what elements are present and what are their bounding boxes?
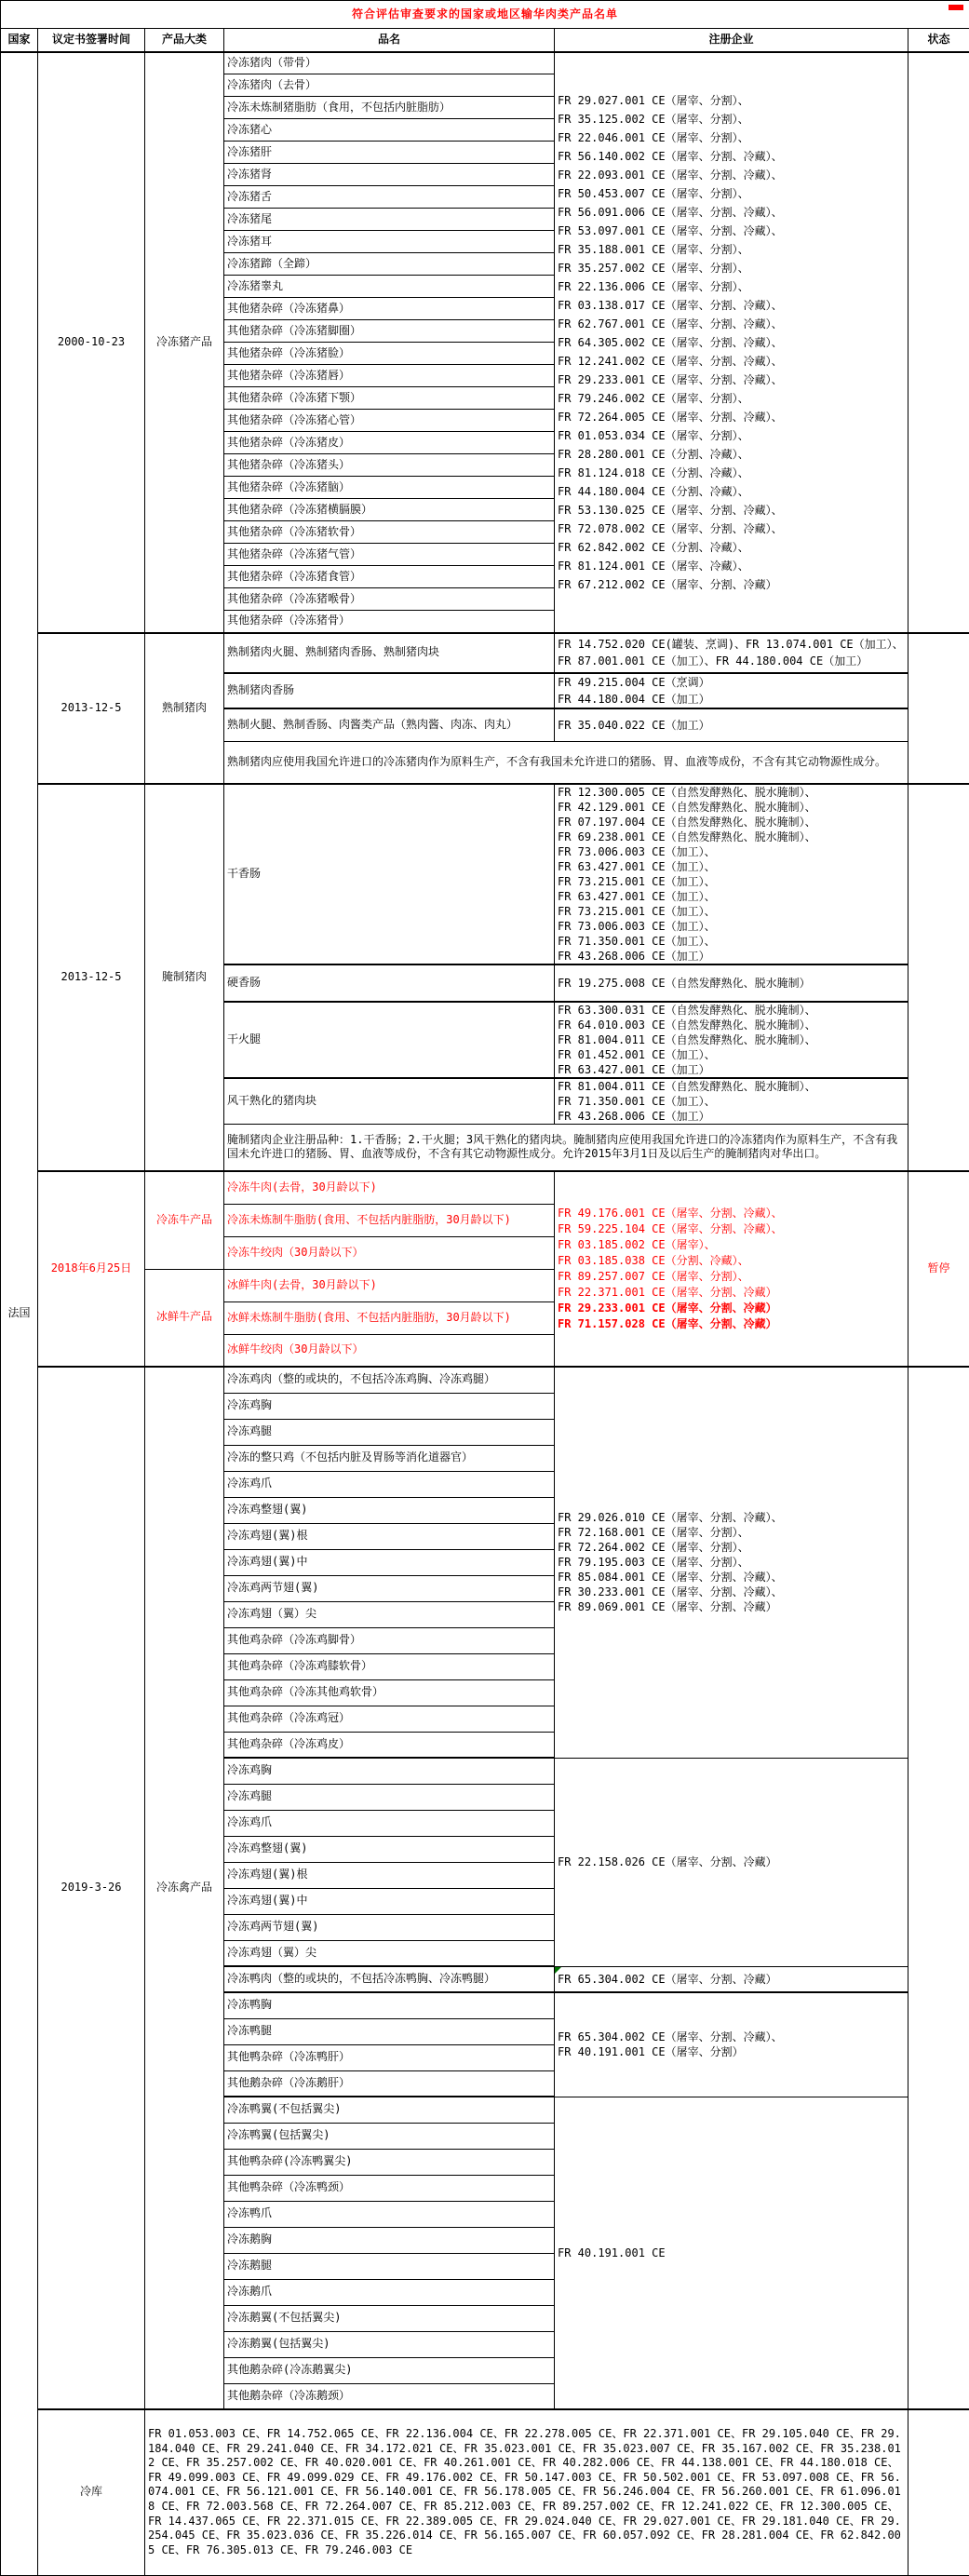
enterprise-line: FR 89.257.007 CE（屠宰、分割）、 bbox=[558, 1269, 905, 1285]
enterprise-line: FR 71.350.001 CE（加工）、 bbox=[558, 1094, 905, 1109]
enterprise-line: FR 50.453.007 CE（屠宰、分割）、 bbox=[558, 184, 905, 203]
category-cell: 冷冻禽产品 bbox=[145, 1367, 224, 2409]
enterprise-line: FR 81.124.001 CE（屠宰、冷藏）、 bbox=[558, 557, 905, 575]
product-cell: 冷冻猪肉（去骨） bbox=[224, 74, 555, 97]
enterprise-line: FR 72.264.002 CE（屠宰、分割）、 bbox=[558, 1540, 905, 1555]
category-cell: 熟制猪肉 bbox=[145, 633, 224, 784]
category-cell: 冷冻牛产品 bbox=[145, 1171, 224, 1269]
product-cell: 冷冻鸡腿 bbox=[224, 1784, 555, 1810]
country-cell: 法国 bbox=[1, 52, 38, 2576]
enterprise-cell bbox=[555, 1966, 908, 1992]
product-cell: 冷冻猪肝 bbox=[224, 142, 555, 164]
product-cell: 其他猪杂碎（冷冻猪气管） bbox=[224, 544, 555, 566]
product-cell: 冷冻鸡肉（整的或块的，不包括冷冻鸡胸、冷冻鸡腿） bbox=[224, 1367, 555, 1393]
product-cell: 冰鲜牛肉(去骨，30月龄以下) bbox=[224, 1269, 555, 1301]
category-cell: 冷冻猪产品 bbox=[145, 52, 224, 633]
enterprise-line: FR 30.233.001 CE（屠宰、分割、冷藏）、 bbox=[558, 1585, 905, 1599]
product-cell: 冷冻鹅爪 bbox=[224, 2279, 555, 2305]
product-cell: 冷冻鸭腿 bbox=[224, 2018, 555, 2044]
product-cell: 冰鲜牛绞肉（30月龄以下） bbox=[224, 1334, 555, 1367]
enterprise-line: FR 43.268.006 CE（加工） bbox=[558, 949, 905, 964]
enterprise-cell bbox=[555, 1078, 908, 1125]
product-cell: 冷冻未炼制猪脂肪（食用，不包括内脏脂肪） bbox=[224, 97, 555, 119]
status-cell bbox=[908, 633, 969, 784]
enterprise-line: FR 72.264.005 CE（屠宰、分割、冷藏）、 bbox=[558, 408, 905, 426]
product-cell: 其他猪杂碎（冷冻猪软骨） bbox=[224, 521, 555, 544]
product-cell: 冷冻鸡翅(翼)中 bbox=[224, 1888, 555, 1914]
enterprise-line: FR 63.427.001 CE（加工）、 bbox=[558, 889, 905, 904]
product-cell: 冷冻猪肉（带骨） bbox=[224, 52, 555, 74]
product-cell: 其他鸭杂碎（冷冻鸭颈） bbox=[224, 2175, 555, 2201]
enterprise-line: FR 35.257.002 CE（屠宰、分割）、 bbox=[558, 259, 905, 277]
product-cell: 冷冻猪心 bbox=[224, 119, 555, 142]
product-cell: 冷冻鹅翼(包括翼尖) bbox=[224, 2331, 555, 2357]
status-cell bbox=[908, 2409, 969, 2575]
product-cell: 冷冻鹅腿 bbox=[224, 2253, 555, 2279]
enterprise-line: FR 19.275.008 CE（自然发酵熟化、脱水腌制） bbox=[558, 976, 905, 991]
enterprise-line: FR 29.026.010 CE（屠宰、分割、冷藏）、 bbox=[558, 1510, 905, 1525]
enterprise-line: FR 29.233.001 CE（屠宰、分割、冷藏） bbox=[558, 1301, 905, 1316]
enterprise-line: FR 64.305.002 CE（屠宰、分割、冷藏）、 bbox=[558, 333, 905, 352]
product-cell: 其他猪杂碎（冷冻猪皮） bbox=[224, 432, 555, 454]
enterprise-line: FR 64.010.003 CE（自然发酵熟化、脱水腌制）、 bbox=[558, 1018, 905, 1032]
enterprise-line: FR 71.350.001 CE（加工）、 bbox=[558, 934, 905, 949]
enterprise-line: FR 12.300.005 CE（自然发酵熟化、脱水腌制）、 bbox=[558, 785, 905, 800]
enterprise-cell bbox=[555, 1002, 908, 1078]
protocol-date-cell: 2019-3-26 bbox=[38, 1367, 145, 2409]
product-cell: 冷冻猪睾丸 bbox=[224, 276, 555, 298]
product-cell: 硬香肠 bbox=[224, 964, 555, 1002]
enterprise-line: FR 72.168.001 CE（屠宰、分割）、 bbox=[558, 1525, 905, 1540]
enterprise-line: FR 73.006.003 CE（加工）、 bbox=[558, 919, 905, 934]
product-cell: 冷冻鸭翼(包括翼尖) bbox=[224, 2123, 555, 2149]
page-title: 符合评估审查要求的国家或地区输华肉类产品名单 bbox=[1, 1, 969, 29]
enterprise-line: FR 63.427.001 CE（加工）、 bbox=[558, 859, 905, 874]
product-cell: 其他鸡杂碎（冷冻鸡脚骨） bbox=[224, 1627, 555, 1653]
product-cell: 冷冻鸡胸 bbox=[224, 1393, 555, 1419]
product-cell: 冷冻鸡爪 bbox=[224, 1810, 555, 1836]
enterprise-line: FR 29.233.001 CE（屠宰、分割、冷藏）、 bbox=[558, 371, 905, 389]
product-cell: 其他猪杂碎（冷冻猪食管） bbox=[224, 566, 555, 588]
enterprise-cell bbox=[555, 673, 908, 708]
enterprise-line: FR 44.180.004 CE（分割、冷藏）、 bbox=[558, 482, 905, 501]
enterprise-line: FR 59.225.104 CE（屠宰、分割、冷藏）、 bbox=[558, 1221, 905, 1237]
product-cell: 冷冻鸡两节翅(翼) bbox=[224, 1914, 555, 1940]
product-cell: 冷冻鹅翼(不包括翼尖) bbox=[224, 2305, 555, 2331]
product-cell: 熟制猪肉香肠 bbox=[224, 673, 555, 708]
product-cell: 冷冻鸭胸 bbox=[224, 1992, 555, 2018]
enterprise-cell bbox=[555, 964, 908, 1002]
protocol-date-cell: 2013-12-5 bbox=[38, 784, 145, 1172]
enterprise-line: FR 22.046.001 CE（屠宰、分割）、 bbox=[558, 128, 905, 147]
enterprise-cell bbox=[555, 2097, 908, 2409]
protocol-date-cell: 2013-12-5 bbox=[38, 633, 145, 784]
note-cell: 腌制猪肉企业注册品种：1.干香肠；2.干火腿；3风干熟化的猪肉块。腌制猪肉应使用我国允许进口的冷冻猪肉作为原料生产，不含有我国未允许进口的猪肠、胃、血液等成份，不含有其它动物源性成分。允许2015年3月1日及以后生产的腌制猪肉对华出口。 bbox=[224, 1124, 908, 1171]
product-cell: 其他猪杂碎（冷冻猪唇） bbox=[224, 365, 555, 387]
enterprise-line: FR 35.125.002 CE（屠宰、分割）、 bbox=[558, 110, 905, 128]
enterprise-line: FR 12.241.002 CE（屠宰、分割、冷藏）、 bbox=[558, 352, 905, 371]
product-cell: 冷冻猪蹄（全蹄） bbox=[224, 253, 555, 276]
column-header-2: 产品大类 bbox=[145, 29, 224, 52]
product-cell: 熟制猪肉火腿、熟制猪肉香肠、熟制猪肉块 bbox=[224, 633, 555, 673]
enterprise-line: FR 79.246.002 CE（屠宰、分割）、 bbox=[558, 389, 905, 408]
product-cell: 冰鲜未炼制牛脂肪(食用、不包括内脏脂肪，30月龄以下) bbox=[224, 1301, 555, 1334]
product-cell: 其他猪杂碎（冷冻猪头） bbox=[224, 454, 555, 477]
category-cell: 腌制猪肉 bbox=[145, 784, 224, 1172]
product-cell: 干香肠 bbox=[224, 784, 555, 964]
product-cell: 其他鸭杂碎(冷冻鸭翼尖) bbox=[224, 2149, 555, 2175]
enterprise-line: FR 22.136.006 CE（屠宰、分割）、 bbox=[558, 277, 905, 296]
column-header-5: 状态 bbox=[908, 29, 969, 52]
enterprise-cell bbox=[555, 633, 908, 673]
enterprise-cell bbox=[555, 1758, 908, 1966]
enterprise-line: FR 14.752.020 CE(罐装、烹调)、FR 13.074.001 CE（加工）、FR 87.001.001 CE（加工）、FR 44.180.004 CE（加工） bbox=[558, 636, 905, 669]
product-cell: 其他猪杂碎（冷冻猪脑） bbox=[224, 477, 555, 499]
enterprise-line: FR 73.006.003 CE（加工）、 bbox=[558, 844, 905, 859]
enterprise-line: FR 72.078.002 CE（屠宰、分割、冷藏）、 bbox=[558, 519, 905, 538]
enterprise-line: FR 56.140.002 CE（屠宰、分割、冷藏）、 bbox=[558, 147, 905, 166]
enterprise-line: FR 73.215.001 CE（加工）、 bbox=[558, 904, 905, 919]
product-cell: 冷冻鸡翅（翼）尖 bbox=[224, 1601, 555, 1627]
product-cell: 冷冻鸭肉（整的或块的，不包括冷冻鸭胸、冷冻鸭腿） bbox=[224, 1966, 555, 1992]
product-cell: 其他鹅杂碎(冷冻鹅翼尖) bbox=[224, 2357, 555, 2383]
product-cell: 其他鸡杂碎（冷冻其他鸡软骨） bbox=[224, 1679, 555, 1706]
product-cell: 其他鸡杂碎（冷冻鸡冠） bbox=[224, 1706, 555, 1732]
enterprise-line: FR 01.053.034 CE（屠宰、分割）、 bbox=[558, 426, 905, 445]
enterprise-line: FR 49.176.001 CE（屠宰、分割、冷藏）、 bbox=[558, 1206, 905, 1221]
product-cell: 冷冻鸡翅(翼)根 bbox=[224, 1862, 555, 1888]
enterprise-line: FR 43.268.006 CE（加工） bbox=[558, 1109, 905, 1124]
enterprise-line: FR 62.767.001 CE（屠宰、分割、冷藏）、 bbox=[558, 315, 905, 333]
product-cell: 冷冻鸡两节翅(翼) bbox=[224, 1575, 555, 1601]
product-cell: 其他鸡杂碎（冷冻鸡皮） bbox=[224, 1732, 555, 1758]
enterprise-line: FR 63.300.031 CE（自然发酵熟化、脱水腌制）、 bbox=[558, 1003, 905, 1018]
enterprise-line: FR 44.180.004 CE（加工） bbox=[558, 691, 905, 708]
enterprise-line: FR 63.427.001 CE（加工） bbox=[558, 1062, 905, 1077]
product-cell: 其他猪杂碎（冷冻猪脸） bbox=[224, 343, 555, 365]
product-cell: 干火腿 bbox=[224, 1002, 555, 1078]
enterprise-line: FR 22.158.026 CE（屠宰、分割、冷藏） bbox=[558, 1854, 905, 1869]
product-cell: 冷冻猪尾 bbox=[224, 209, 555, 231]
product-cell: 风干熟化的猪肉块 bbox=[224, 1078, 555, 1125]
product-cell: 冷冻猪肾 bbox=[224, 164, 555, 186]
enterprise-line: FR 03.138.017 CE（屠宰、分割、冷藏）、 bbox=[558, 296, 905, 315]
column-header-3: 品名 bbox=[224, 29, 555, 52]
product-cell: 其他猪杂碎（冷冻猪喉骨） bbox=[224, 588, 555, 611]
protocol-date-cell: 2000-10-23 bbox=[38, 52, 145, 633]
enterprise-cell bbox=[555, 708, 908, 742]
enterprise-line: FR 71.157.028 CE（屠宰、分割、冷藏） bbox=[558, 1316, 905, 1332]
product-cell: 冷冻鸭爪 bbox=[224, 2201, 555, 2227]
enterprise-cell bbox=[555, 1992, 908, 2097]
product-cell: 冷冻鸭翼(不包括翼尖) bbox=[224, 2097, 555, 2123]
enterprise-line: FR 42.129.001 CE（自然发酵熟化、脱水腌制）、 bbox=[558, 800, 905, 815]
product-cell: 其他鹅杂碎（冷冻鹅颈） bbox=[224, 2383, 555, 2409]
enterprise-line: FR 40.191.001 CE（屠宰、分割） bbox=[558, 2044, 905, 2059]
protocol-date-cell: 2018年6月25日 bbox=[38, 1171, 145, 1367]
product-cell: 冷冻猪舌 bbox=[224, 186, 555, 209]
product-cell: 冷冻牛绞肉（30月龄以下） bbox=[224, 1236, 555, 1269]
product-cell: 冷冻鸡整翅(翼) bbox=[224, 1836, 555, 1862]
red-comment-marker-icon bbox=[949, 5, 963, 10]
cold-storage-codes: FR 01.053.003 CE、FR 14.752.065 CE、FR 22.136.004 CE、FR 22.278.005 CE、FR 22.371.001 CE、FR 29.105.040 CE、FR 29.184.040 CE、FR 29.241.040 CE、FR 34.172.021 CE、FR 35.023.001 CE、FR 35.023.007 CE、FR 35.167.002 CE、FR 35.238.012 CE、FR 35.257.002 CE、FR 40.020.001 CE、FR 40.261.001 CE、FR 40.282.006 CE、FR 44.138.001 CE、FR 44.180.018 CE、FR 49.099.003 CE、FR 49.099.029 CE、FR 49.176.002 CE、FR 50.147.003 CE、FR 50.502.001 CE、FR 53.097.008 CE、FR 56.074.001 CE、FR 56.121.001 CE、FR 56.140.001 CE、FR 56.178.005 CE、FR 56.246.004 CE、FR 56.260.001 CE、FR 61.096.018 CE、FR 72.003.568 CE、FR 72.264.007 CE、FR 85.212.003 CE、FR 89.257.002 CE、FR 12.241.022 CE、FR 12.300.005 CE、FR 14.437.065 CE、FR 22.371.015 CE、FR 22.389.005 CE、FR 29.024.040 CE、FR 29.027.001 CE、FR 29.181.040 CE、FR 29.254.045 CE、FR 35.023.036 CE、FR 35.226.014 CE、FR 56.165.007 CE、FR 60.057.092 CE、FR 28.281.004 CE、FR 62.842.005 CE、FR 76.305.013 CE、FR 79.246.003 CE bbox=[145, 2409, 908, 2575]
product-cell: 冷冻鸡整翅(翼) bbox=[224, 1497, 555, 1523]
enterprise-line: FR 73.215.001 CE（加工）、 bbox=[558, 874, 905, 889]
enterprise-line: FR 28.280.001 CE（分割、冷藏）、 bbox=[558, 445, 905, 464]
enterprise-line: FR 22.371.001 CE（屠宰、分割、冷藏） bbox=[558, 1285, 905, 1301]
enterprise-line: FR 67.212.002 CE（屠宰、分割、冷藏） bbox=[558, 575, 905, 594]
green-comment-triangle-icon bbox=[555, 1967, 561, 1974]
enterprise-line: FR 81.124.018 CE（分割、冷藏）、 bbox=[558, 464, 905, 482]
product-cell: 熟制火腿、熟制香肠、肉酱类产品（熟肉酱、肉冻、肉丸） bbox=[224, 708, 555, 742]
enterprise-line: FR 40.191.001 CE bbox=[558, 2246, 905, 2260]
enterprise-cell bbox=[555, 1367, 908, 1758]
product-cell: 其他猪杂碎（冷冻猪下颚） bbox=[224, 387, 555, 410]
enterprise-line: FR 56.091.006 CE（屠宰、分割、冷藏）、 bbox=[558, 203, 905, 222]
product-cell: 冷冻鸡翅(翼)根 bbox=[224, 1523, 555, 1549]
enterprise-cell bbox=[555, 784, 908, 964]
status-cell bbox=[908, 52, 969, 633]
enterprise-line: FR 65.304.002 CE（屠宰、分割、冷藏） bbox=[558, 1972, 905, 1987]
product-cell: 冷冻未炼制牛脂肪(食用、不包括内脏脂肪，30月龄以下) bbox=[224, 1204, 555, 1236]
enterprise-line: FR 81.004.011 CE（自然发酵熟化、脱水腌制）、 bbox=[558, 1079, 905, 1094]
enterprise-line: FR 03.185.002 CE（屠宰）、 bbox=[558, 1237, 905, 1253]
product-cell: 其他猪杂碎（冷冻猪鼻） bbox=[224, 298, 555, 320]
enterprise-line: FR 53.130.025 CE（屠宰、分割、冷藏）、 bbox=[558, 501, 905, 519]
enterprise-line: FR 53.097.001 CE（屠宰、分割、冷藏）、 bbox=[558, 222, 905, 240]
product-cell: 冷冻鸡爪 bbox=[224, 1471, 555, 1497]
enterprise-line: FR 79.195.003 CE（屠宰、分割）、 bbox=[558, 1555, 905, 1570]
product-cell: 其他猪杂碎（冷冻猪脚圈） bbox=[224, 320, 555, 343]
enterprise-line: FR 29.027.001 CE（屠宰、分割）、 bbox=[558, 91, 905, 110]
product-cell: 其他鸭杂碎（冷冻鸭肝） bbox=[224, 2044, 555, 2070]
product-cell: 其他鹅杂碎（冷冻鹅肝） bbox=[224, 2070, 555, 2097]
status-cell bbox=[908, 1367, 969, 2409]
enterprise-line: FR 85.084.001 CE（屠宰、分割、冷藏）、 bbox=[558, 1570, 905, 1585]
status-cell bbox=[908, 784, 969, 1172]
enterprise-line: FR 35.188.001 CE（屠宰、分割）、 bbox=[558, 240, 905, 259]
enterprise-line: FR 65.304.002 CE（屠宰、分割、冷藏）、 bbox=[558, 2030, 905, 2044]
cold-storage-label: 冷库 bbox=[38, 2409, 145, 2575]
column-header-1: 议定书签署时间 bbox=[38, 29, 145, 52]
enterprise-line: FR 49.215.004 CE（烹调） bbox=[558, 674, 905, 691]
product-cell: 其他鸡杂碎（冷冻鸡膝软骨） bbox=[224, 1653, 555, 1679]
product-cell: 冷冻猪耳 bbox=[224, 231, 555, 253]
product-cell: 冷冻鹅胸 bbox=[224, 2227, 555, 2253]
product-cell: 其他猪杂碎（冷冻猪骨） bbox=[224, 611, 555, 633]
enterprise-line: FR 62.842.002 CE（分割、冷藏）、 bbox=[558, 538, 905, 557]
enterprise-line: FR 03.185.038 CE（分割、冷藏）、 bbox=[558, 1253, 905, 1269]
category-cell: 冰鲜牛产品 bbox=[145, 1269, 224, 1367]
enterprise-line: FR 69.238.001 CE（自然发酵熟化、脱水腌制）、 bbox=[558, 829, 905, 844]
product-cell: 冷冻的整只鸡（不包括内脏及胃肠等消化道器官） bbox=[224, 1445, 555, 1471]
enterprise-cell bbox=[555, 52, 908, 633]
note-cell: 熟制猪肉应使用我国允许进口的冷冻猪肉作为原料生产，不含有我国未允许进口的猪肠、胃、血液等成份，不含有其它动物源性成分。 bbox=[224, 742, 908, 784]
product-cell: 冷冻牛肉(去骨，30月龄以下) bbox=[224, 1171, 555, 1204]
column-header-4: 注册企业 bbox=[555, 29, 908, 52]
product-cell: 冷冻鸡翅（翼）尖 bbox=[224, 1940, 555, 1966]
enterprise-line: FR 89.069.001 CE（屠宰、分割、冷藏） bbox=[558, 1599, 905, 1614]
enterprise-line: FR 81.004.011 CE（自然发酵熟化、脱水腌制）、 bbox=[558, 1032, 905, 1047]
product-cell: 其他猪杂碎（冷冻猪横膈膜） bbox=[224, 499, 555, 521]
enterprise-line: FR 35.040.022 CE（加工） bbox=[558, 717, 905, 734]
enterprise-cell bbox=[555, 1171, 908, 1367]
product-cell: 冷冻鸡胸 bbox=[224, 1758, 555, 1784]
column-header-0: 国家 bbox=[1, 29, 38, 52]
enterprise-line: FR 01.452.001 CE（加工）、 bbox=[558, 1047, 905, 1062]
enterprise-line: FR 07.197.004 CE（自然发酵熟化、脱水腌制）、 bbox=[558, 815, 905, 829]
product-cell: 其他猪杂碎（冷冻猪心管） bbox=[224, 410, 555, 432]
enterprise-line: FR 22.093.001 CE（屠宰、分割、冷藏）、 bbox=[558, 166, 905, 184]
product-cell: 冷冻鸡翅(翼)中 bbox=[224, 1549, 555, 1575]
status-cell: 暂停 bbox=[908, 1171, 969, 1367]
product-cell: 冷冻鸡腿 bbox=[224, 1419, 555, 1445]
